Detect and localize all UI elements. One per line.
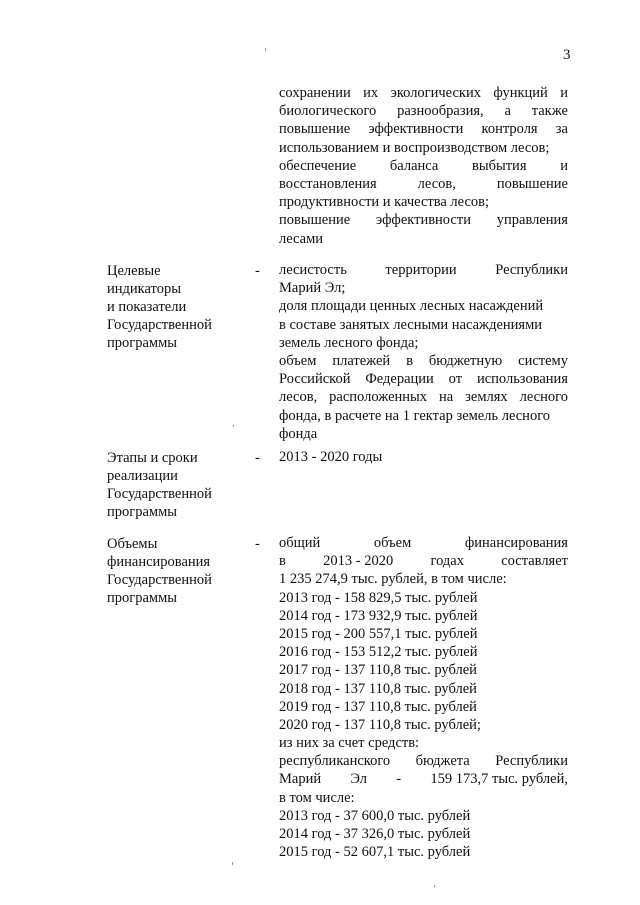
text-line [279,448,568,466]
text-line [279,607,568,625]
text-line [279,261,568,279]
text-line [279,807,568,825]
text-line [279,230,568,248]
text-word: лесами [279,230,324,247]
label-line: Государственной [107,486,212,502]
text-word: - [396,771,402,788]
text-word: землях [465,389,508,406]
text-word: лесного [519,389,568,406]
section-dash-target-indicators: - [255,263,260,279]
scan-speck [265,48,266,51]
text-word: Федерации [365,371,434,388]
text-word: Республики [495,262,568,278]
text-word: и [560,85,568,101]
text-word: в [279,553,286,570]
text-word: в составе занятых лесными насаждениями [279,316,543,333]
text-word: 2015 год - 200 557,1 тыс. рублей [279,625,478,642]
text-word: биологического [279,103,377,120]
text-word: расположенных [329,389,428,406]
text-word: повышение [279,121,351,138]
text-word: республиканского [279,753,391,770]
text-line [279,716,568,734]
text-line [279,680,568,698]
intro-text-block [279,84,568,248]
text-word: эффективности [368,121,464,138]
text-word: 2016 год - 153 512,2 тыс. рублей [279,644,478,661]
text-line [279,534,568,552]
text-word: 2013 год - 158 829,5 тыс. рублей [279,589,478,606]
text-line [279,552,568,570]
label-line: реализации [107,468,178,484]
text-word: Марий [279,771,322,788]
text-word: также [531,103,568,120]
text-line [279,770,568,788]
text-word: разнообразия, [397,103,484,120]
text-line [279,843,568,861]
section-content-stages-terms [279,448,568,466]
text-word: выбытия [472,157,527,174]
text-word: управления [496,212,568,229]
text-line [279,139,568,157]
text-word: повышение [279,212,351,229]
text-line [279,407,568,425]
text-line [279,589,568,607]
page-number: 3 [563,47,571,63]
text-word: Российской [279,371,351,388]
text-word: 159 173,7 тыс. рублей, [430,771,568,788]
text-line [279,175,568,193]
text-word: общий [279,535,321,551]
text-word: продуктивности и качества лесов; [279,194,490,211]
label-line: Государственной [107,572,212,588]
text-line [279,698,568,716]
text-line [279,193,568,211]
text-line [279,316,568,334]
label-line: программы [107,590,177,606]
text-line [279,84,568,102]
label-line: Государственной [107,317,212,333]
text-word: бюджетную [428,352,503,369]
text-line [279,120,568,138]
label-line: Этапы и сроки [107,450,198,466]
text-word: экологических [390,85,481,101]
text-word: в [406,352,413,369]
text-word: Марий Эл; [279,280,346,297]
text-word: фонда [279,425,318,442]
text-word: доля площади ценных лесных насаждений [279,298,544,315]
text-line [279,661,568,679]
text-word: 2015 год - 52 607,1 тыс. рублей [279,844,471,861]
text-word: за [555,121,568,138]
text-line [279,752,568,770]
text-line [279,570,568,588]
text-word: повышение [496,175,568,192]
text-word: использованием и воспроизводством лесов; [279,139,550,156]
text-word: 2018 год - 137 110,8 тыс. рублей [279,680,477,697]
text-word: 2020 год - 137 110,8 тыс. рублей; [279,716,481,733]
text-word: в том числе: [279,789,355,806]
text-word: 2013 - 2020 годы [279,449,383,465]
text-word: 2014 год - 37 326,0 тыс. рублей [279,826,471,842]
text-word: обеспечение [279,157,357,174]
text-line [279,789,568,807]
text-word: 1 235 274,9 тыс. рублей, в том числе: [279,571,507,588]
text-word: фонда, в расчете на 1 гектар земель лесного [279,407,551,424]
text-line [279,388,568,406]
text-word: лесов, [279,389,318,406]
label-line: программы [107,335,177,351]
label-line: индикаторы [107,281,181,297]
text-word: на [438,389,454,406]
scan-speck [232,862,233,865]
text-word: земель лесного фонда; [279,334,419,351]
section-label-funding-volumes [107,535,247,607]
text-word: составляет [501,553,568,570]
text-line [279,425,568,443]
section-dash-stages-terms: - [255,450,260,466]
section-content-target-indicators [279,261,568,443]
label-line: Объемы [107,536,158,552]
text-word: из них за счет средств: [279,735,420,752]
text-word: лесистость [279,262,347,278]
text-word: лесов, [417,175,456,192]
text-word: восстановления [279,175,377,192]
text-line [279,643,568,661]
text-word: Республики [495,753,568,770]
text-word: 2014 год - 173 932,9 тыс. рублей [279,607,478,624]
text-line [279,279,568,297]
text-line [279,734,568,752]
text-word: а [504,103,511,120]
text-line [279,370,568,388]
text-line [279,334,568,352]
section-dash-funding-volumes: - [255,536,260,552]
text-word: финансирования [464,535,568,551]
text-line [279,825,568,843]
text-line [279,352,568,370]
text-word: годах [430,553,464,570]
scan-speck [233,425,234,427]
text-word: использования [476,371,568,388]
text-word: функций [493,85,548,101]
label-line: финансирования [107,554,211,570]
text-word: и [560,157,568,174]
label-line: и показатели [107,299,187,315]
text-line [279,157,568,175]
text-line [279,297,568,315]
text-word: систему [518,352,568,369]
text-line [279,211,568,229]
text-word: 2013 год - 37 600,0 тыс. рублей [279,807,471,824]
text-word: контроля [481,121,538,138]
text-word: 2019 год - 137 110,8 тыс. рублей [279,698,477,715]
text-word: бюджета [415,753,470,770]
text-word: объем [373,535,412,551]
label-line: программы [107,504,177,520]
text-word: платежей [332,352,391,369]
text-word: от [448,371,463,388]
section-content-funding-volumes [279,534,568,861]
section-label-stages-terms [107,449,247,521]
text-word: их [363,85,379,101]
section-label-target-indicators [107,262,247,352]
text-word: Эл [350,771,367,788]
text-word: 2017 год - 137 110,8 тыс. рублей [279,662,477,679]
text-line [279,102,568,120]
text-word: объем [279,352,317,369]
text-word: сохранении [279,85,351,101]
text-word: территории [385,262,457,278]
text-line [279,625,568,643]
text-word: баланса [389,157,439,174]
scan-speck [434,885,435,887]
text-word: эффективности [375,212,471,229]
text-word: 2013 - 2020 [323,553,394,570]
label-line: Целевые [107,263,161,279]
